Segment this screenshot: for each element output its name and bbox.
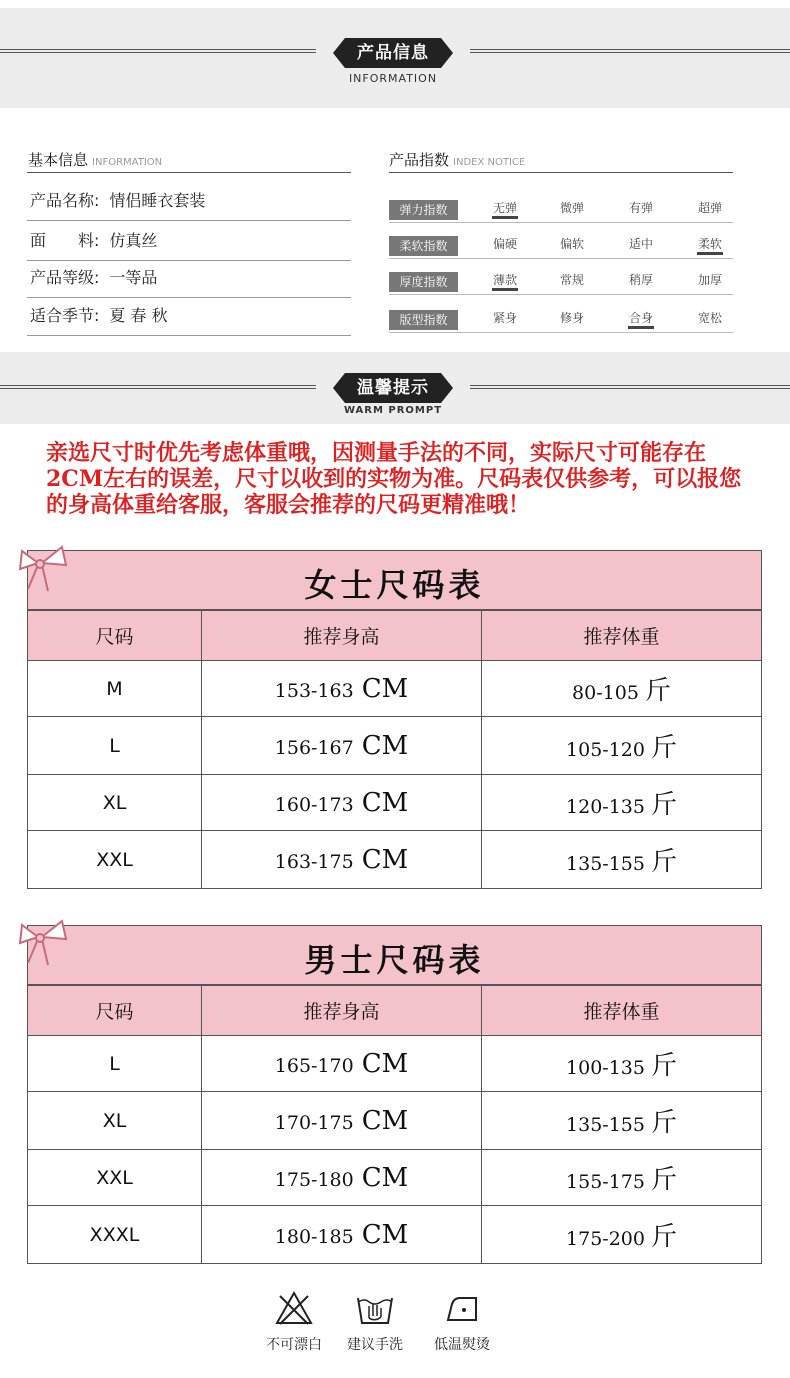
height-cell bbox=[202, 1036, 482, 1092]
divider bbox=[27, 220, 351, 221]
banner-subtitle: INFORMATION bbox=[348, 72, 438, 85]
weight-cell bbox=[482, 1150, 762, 1206]
height-value: 160-173 bbox=[274, 793, 354, 816]
weight-cell bbox=[482, 661, 762, 717]
size-cell: XXL bbox=[28, 1150, 202, 1206]
index-subtitle: INDEX NOTICE bbox=[453, 157, 526, 168]
weight-cell bbox=[482, 831, 762, 889]
index-selected-marker bbox=[492, 216, 518, 219]
weight-cell bbox=[482, 1036, 762, 1092]
divider bbox=[389, 222, 733, 223]
info-value: 夏 春 秋 bbox=[109, 306, 168, 325]
size-cell: M bbox=[28, 661, 202, 717]
weight-cell bbox=[482, 775, 762, 831]
index-option: 紧身 bbox=[492, 311, 517, 325]
weight-cell bbox=[482, 1206, 762, 1264]
weight-cell bbox=[482, 717, 762, 775]
col-header-height: 推荐身高 bbox=[202, 986, 482, 1036]
height-value: 180-185 bbox=[274, 1225, 354, 1248]
care-label: 低温熨烫 bbox=[434, 1337, 490, 1353]
bow-icon bbox=[18, 917, 76, 967]
index-option: 偏硬 bbox=[492, 237, 517, 251]
size-cell: XXXL bbox=[28, 1206, 202, 1264]
care-item-no-bleach bbox=[258, 1290, 330, 1354]
banner-title: 产品信息 bbox=[345, 38, 441, 68]
index-option: 微弹 bbox=[559, 201, 584, 215]
info-value: 一等品 bbox=[109, 268, 158, 287]
weight-unit: 斤 bbox=[650, 847, 677, 877]
height-cell bbox=[202, 1150, 482, 1206]
no-bleach-icon bbox=[274, 1290, 314, 1326]
basic-info-row bbox=[30, 303, 168, 326]
weight-value: 135-155 bbox=[566, 853, 645, 875]
basic-info-heading bbox=[28, 149, 162, 170]
weight-value: 135-155 bbox=[566, 1114, 645, 1136]
banner-line-right bbox=[470, 385, 790, 389]
index-option: 适中 bbox=[628, 237, 653, 251]
info-label: 产品等级: bbox=[30, 268, 100, 287]
table-row bbox=[28, 1092, 762, 1150]
index-option: 加厚 bbox=[697, 273, 722, 287]
table-row bbox=[28, 1036, 762, 1092]
table-row bbox=[28, 717, 762, 775]
height-value: 156-167 bbox=[274, 736, 354, 759]
weight-unit: 斤 bbox=[650, 1222, 677, 1252]
men-size-table bbox=[27, 985, 762, 1264]
care-label: 建议手洗 bbox=[347, 1337, 403, 1353]
weight-value: 155-175 bbox=[566, 1171, 645, 1193]
weight-unit: 斤 bbox=[650, 1165, 677, 1195]
index-option: 柔软 bbox=[697, 237, 722, 251]
index-option: 稍厚 bbox=[628, 273, 653, 287]
care-item-low-iron bbox=[426, 1290, 498, 1354]
index-option: 修身 bbox=[559, 311, 584, 325]
size-cell: XL bbox=[28, 775, 202, 831]
banner-line-left bbox=[0, 49, 316, 53]
index-option: 超弹 bbox=[697, 201, 722, 215]
banner2-subtitle: WARM PROMPT bbox=[343, 405, 443, 416]
height-cell bbox=[202, 1092, 482, 1150]
index-option: 无弹 bbox=[492, 201, 517, 215]
height-unit: CM bbox=[361, 1048, 409, 1079]
col-header-height: 推荐身高 bbox=[202, 611, 482, 661]
index-option: 偏软 bbox=[559, 237, 584, 251]
weight-value: 175-200 bbox=[566, 1228, 645, 1250]
divider bbox=[389, 258, 733, 259]
care-label: 不可漂白 bbox=[266, 1337, 322, 1353]
weight-value: 100-135 bbox=[566, 1057, 645, 1079]
basic-info-row bbox=[30, 188, 205, 211]
bow-icon bbox=[18, 543, 76, 593]
height-cell bbox=[202, 717, 482, 775]
table-row bbox=[28, 775, 762, 831]
divider bbox=[27, 335, 351, 336]
care-item-hand-wash bbox=[339, 1290, 411, 1354]
height-unit: CM bbox=[361, 1219, 409, 1250]
sizing-notice: 亲选尺寸时优先考虑体重哦，因测量手法的不同，实际尺寸可能存在2CM左右的误差，尺寸以收到的实物为准。尺码表仅供参考，可以报您的身高体重给客服，客服会推荐的尺码更精准哦！ bbox=[46, 440, 742, 518]
table-row bbox=[28, 661, 762, 717]
banner-line-right bbox=[470, 49, 790, 53]
info-label: 适合季节: bbox=[30, 306, 100, 325]
size-cell: L bbox=[28, 717, 202, 775]
index-label: 版型指数 bbox=[389, 310, 458, 330]
size-cell: XXL bbox=[28, 831, 202, 889]
index-selected-marker bbox=[628, 326, 654, 329]
index-label: 柔软指数 bbox=[389, 236, 458, 256]
index-selected-marker bbox=[492, 288, 518, 291]
height-unit: CM bbox=[361, 787, 409, 818]
weight-value: 105-120 bbox=[566, 739, 645, 761]
height-unit: CM bbox=[361, 1162, 409, 1193]
height-cell bbox=[202, 661, 482, 717]
banner-line-left bbox=[0, 385, 316, 389]
men-table-title: 男士尺码表 bbox=[304, 941, 485, 979]
height-value: 170-175 bbox=[274, 1111, 354, 1134]
index-option: 有弹 bbox=[628, 201, 653, 215]
hand-wash-icon bbox=[355, 1290, 395, 1326]
divider bbox=[27, 297, 351, 298]
table-row bbox=[28, 831, 762, 889]
weight-unit: 斤 bbox=[650, 1051, 677, 1081]
info-value: 情侣睡衣套装 bbox=[109, 191, 206, 210]
basic-info-subtitle: INFORMATION bbox=[92, 157, 163, 168]
divider bbox=[27, 172, 351, 173]
size-cell: L bbox=[28, 1036, 202, 1092]
weight-value: 120-135 bbox=[566, 796, 645, 818]
weight-unit: 斤 bbox=[644, 676, 671, 706]
table-header-row bbox=[28, 986, 762, 1036]
divider bbox=[389, 294, 733, 295]
basic-info-row bbox=[30, 265, 157, 288]
basic-info-row bbox=[30, 228, 157, 251]
divider bbox=[389, 332, 733, 333]
weight-cell bbox=[482, 1092, 762, 1150]
banner2-title: 温馨提示 bbox=[345, 373, 441, 403]
height-value: 153-163 bbox=[274, 679, 354, 702]
weight-unit: 斤 bbox=[650, 1108, 677, 1138]
info-label: 面 料: bbox=[30, 231, 100, 250]
divider bbox=[389, 172, 733, 173]
height-value: 163-175 bbox=[274, 850, 354, 873]
index-option: 宽松 bbox=[697, 311, 722, 325]
divider bbox=[27, 260, 351, 261]
weight-unit: 斤 bbox=[650, 733, 677, 763]
col-header-weight: 推荐体重 bbox=[482, 986, 762, 1036]
index-title: 产品指数 bbox=[389, 151, 450, 169]
index-option: 常规 bbox=[559, 273, 584, 287]
col-header-size: 尺码 bbox=[28, 611, 202, 661]
col-header-weight: 推荐体重 bbox=[482, 611, 762, 661]
height-cell bbox=[202, 831, 482, 889]
low-iron-icon bbox=[442, 1290, 482, 1326]
height-value: 175-180 bbox=[274, 1168, 354, 1191]
women-table-title: 女士尺码表 bbox=[304, 566, 485, 604]
info-value: 仿真丝 bbox=[109, 231, 158, 250]
height-unit: CM bbox=[361, 673, 409, 704]
index-selected-marker bbox=[697, 252, 723, 255]
index-label: 厚度指数 bbox=[389, 272, 458, 292]
index-heading bbox=[389, 149, 525, 170]
height-cell bbox=[202, 775, 482, 831]
height-unit: CM bbox=[361, 1105, 409, 1136]
weight-value: 80-105 bbox=[572, 682, 639, 704]
basic-info-title: 基本信息 bbox=[28, 151, 89, 169]
height-value: 165-170 bbox=[274, 1054, 354, 1077]
women-size-table bbox=[27, 610, 762, 889]
table-row bbox=[28, 1206, 762, 1264]
index-option: 薄款 bbox=[492, 273, 517, 287]
index-option: 合身 bbox=[628, 311, 653, 325]
info-label: 产品名称: bbox=[30, 191, 100, 210]
height-cell bbox=[202, 1206, 482, 1264]
height-unit: CM bbox=[361, 844, 409, 875]
size-cell: XL bbox=[28, 1092, 202, 1150]
col-header-size: 尺码 bbox=[28, 986, 202, 1036]
height-unit: CM bbox=[361, 730, 409, 761]
index-label: 弹力指数 bbox=[389, 200, 458, 220]
weight-unit: 斤 bbox=[650, 790, 677, 820]
table-header-row bbox=[28, 611, 762, 661]
table-row bbox=[28, 1150, 762, 1206]
